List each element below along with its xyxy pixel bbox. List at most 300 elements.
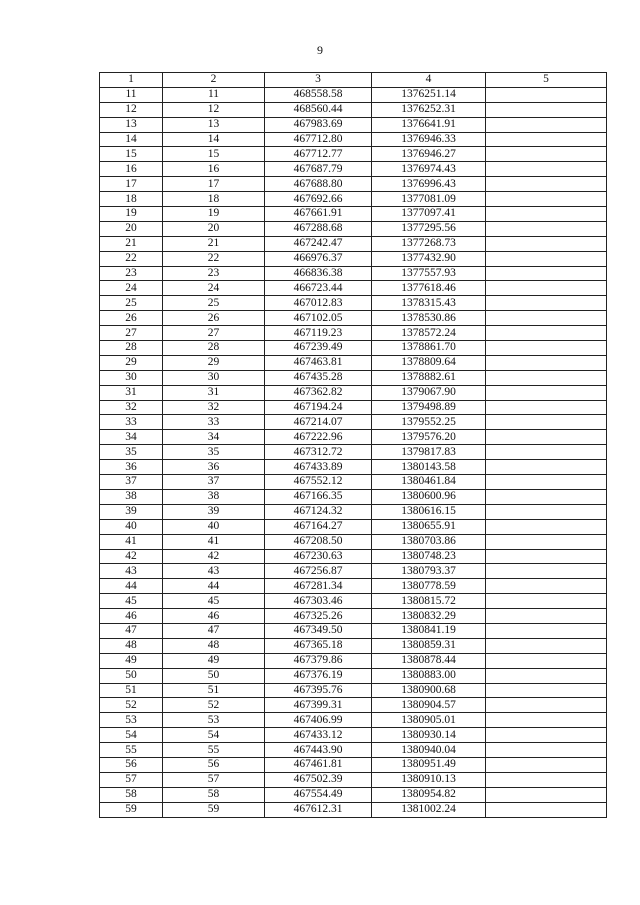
point-number-cell: 48 xyxy=(100,638,163,653)
y-coordinate-cell: 1381002.24 xyxy=(372,802,486,817)
note-cell xyxy=(486,638,607,653)
note-cell xyxy=(486,311,607,326)
table-row xyxy=(100,370,607,385)
note-cell xyxy=(486,787,607,802)
table-row xyxy=(100,713,607,728)
note-cell xyxy=(486,341,607,356)
point-number-cell: 46 xyxy=(100,609,163,624)
y-coordinate-cell: 1377557.93 xyxy=(372,266,486,281)
note-cell xyxy=(486,385,607,400)
point-number-cell: 42 xyxy=(163,549,265,564)
column-header: 5 xyxy=(486,73,607,88)
x-coordinate-cell: 467208.50 xyxy=(265,534,372,549)
x-coordinate-cell: 467661.91 xyxy=(265,207,372,222)
point-number-cell: 48 xyxy=(163,638,265,653)
point-number-cell: 57 xyxy=(163,772,265,787)
point-number-cell: 47 xyxy=(100,623,163,638)
point-number-cell: 26 xyxy=(100,311,163,326)
y-coordinate-cell: 1379498.89 xyxy=(372,400,486,415)
point-number-cell: 38 xyxy=(163,489,265,504)
table-row xyxy=(100,594,607,609)
point-number-cell: 41 xyxy=(100,534,163,549)
point-number-cell: 24 xyxy=(100,281,163,296)
note-cell xyxy=(486,102,607,117)
table-row xyxy=(100,341,607,356)
table-row xyxy=(100,87,607,102)
point-number-cell: 41 xyxy=(163,534,265,549)
note-cell xyxy=(486,415,607,430)
point-number-cell: 14 xyxy=(100,132,163,147)
y-coordinate-cell: 1380600.96 xyxy=(372,489,486,504)
note-cell xyxy=(486,370,607,385)
table-row xyxy=(100,147,607,162)
y-coordinate-cell: 1376946.27 xyxy=(372,147,486,162)
point-number-cell: 26 xyxy=(163,311,265,326)
table-row xyxy=(100,385,607,400)
point-number-cell: 54 xyxy=(163,728,265,743)
point-number-cell: 37 xyxy=(100,475,163,490)
point-number-cell: 17 xyxy=(163,177,265,192)
point-number-cell: 12 xyxy=(100,102,163,117)
point-number-cell: 58 xyxy=(100,787,163,802)
note-cell xyxy=(486,653,607,668)
x-coordinate-cell: 467463.81 xyxy=(265,355,372,370)
x-coordinate-cell: 467124.32 xyxy=(265,504,372,519)
x-coordinate-cell: 467288.68 xyxy=(265,221,372,236)
page-number: 9 xyxy=(317,43,323,57)
y-coordinate-cell: 1380793.37 xyxy=(372,564,486,579)
point-number-cell: 39 xyxy=(163,504,265,519)
note-cell xyxy=(486,87,607,102)
x-coordinate-cell: 467012.83 xyxy=(265,296,372,311)
note-cell xyxy=(486,460,607,475)
note-cell xyxy=(486,400,607,415)
x-coordinate-cell: 467612.31 xyxy=(265,802,372,817)
point-number-cell: 40 xyxy=(163,519,265,534)
x-coordinate-cell: 467349.50 xyxy=(265,623,372,638)
y-coordinate-cell: 1380143.58 xyxy=(372,460,486,475)
y-coordinate-cell: 1377295.56 xyxy=(372,221,486,236)
note-cell xyxy=(486,445,607,460)
point-number-cell: 56 xyxy=(100,757,163,772)
x-coordinate-cell: 467166.35 xyxy=(265,489,372,504)
point-number-cell: 58 xyxy=(163,787,265,802)
point-number-cell: 51 xyxy=(163,683,265,698)
table-row xyxy=(100,460,607,475)
point-number-cell: 31 xyxy=(163,385,265,400)
x-coordinate-cell: 467164.27 xyxy=(265,519,372,534)
y-coordinate-cell: 1380748.23 xyxy=(372,549,486,564)
point-number-cell: 27 xyxy=(163,326,265,341)
point-number-cell: 56 xyxy=(163,757,265,772)
x-coordinate-cell: 467325.26 xyxy=(265,609,372,624)
point-number-cell: 53 xyxy=(100,713,163,728)
note-cell xyxy=(486,207,607,222)
y-coordinate-cell: 1380703.86 xyxy=(372,534,486,549)
point-number-cell: 50 xyxy=(163,668,265,683)
point-number-cell: 49 xyxy=(163,653,265,668)
point-number-cell: 55 xyxy=(163,743,265,758)
table-row xyxy=(100,519,607,534)
table-row xyxy=(100,281,607,296)
point-number-cell: 20 xyxy=(100,221,163,236)
note-cell xyxy=(486,162,607,177)
note-cell xyxy=(486,504,607,519)
point-number-cell: 38 xyxy=(100,489,163,504)
y-coordinate-cell: 1380832.29 xyxy=(372,609,486,624)
note-cell xyxy=(486,192,607,207)
x-coordinate-cell: 466836.38 xyxy=(265,266,372,281)
point-number-cell: 33 xyxy=(163,415,265,430)
x-coordinate-cell: 468558.58 xyxy=(265,87,372,102)
column-header: 4 xyxy=(372,73,486,88)
x-coordinate-cell: 467554.49 xyxy=(265,787,372,802)
table-row xyxy=(100,475,607,490)
point-number-cell: 17 xyxy=(100,177,163,192)
table-row xyxy=(100,266,607,281)
point-number-cell: 57 xyxy=(100,772,163,787)
y-coordinate-cell: 1379576.20 xyxy=(372,430,486,445)
note-cell xyxy=(486,281,607,296)
x-coordinate-cell: 467433.89 xyxy=(265,460,372,475)
point-number-cell: 30 xyxy=(163,370,265,385)
point-number-cell: 23 xyxy=(163,266,265,281)
note-cell xyxy=(486,579,607,594)
x-coordinate-cell: 467406.99 xyxy=(265,713,372,728)
point-number-cell: 11 xyxy=(100,87,163,102)
x-coordinate-cell: 467399.31 xyxy=(265,698,372,713)
table-row xyxy=(100,609,607,624)
x-coordinate-cell: 467502.39 xyxy=(265,772,372,787)
y-coordinate-cell: 1377268.73 xyxy=(372,236,486,251)
y-coordinate-cell: 1376641.91 xyxy=(372,117,486,132)
y-coordinate-cell: 1376996.43 xyxy=(372,177,486,192)
point-number-cell: 55 xyxy=(100,743,163,758)
note-cell xyxy=(486,772,607,787)
y-coordinate-cell: 1376946.33 xyxy=(372,132,486,147)
note-cell xyxy=(486,594,607,609)
x-coordinate-cell: 467983.69 xyxy=(265,117,372,132)
point-number-cell: 16 xyxy=(163,162,265,177)
table-row xyxy=(100,653,607,668)
table-row xyxy=(100,757,607,772)
point-number-cell: 24 xyxy=(163,281,265,296)
x-coordinate-cell: 468560.44 xyxy=(265,102,372,117)
y-coordinate-cell: 1376252.31 xyxy=(372,102,486,117)
point-number-cell: 46 xyxy=(163,609,265,624)
point-number-cell: 27 xyxy=(100,326,163,341)
note-cell xyxy=(486,430,607,445)
y-coordinate-cell: 1377097.41 xyxy=(372,207,486,222)
y-coordinate-cell: 1378809.64 xyxy=(372,355,486,370)
column-header: 2 xyxy=(163,73,265,88)
point-number-cell: 34 xyxy=(163,430,265,445)
y-coordinate-cell: 1377432.90 xyxy=(372,251,486,266)
table-row xyxy=(100,102,607,117)
x-coordinate-cell: 467435.28 xyxy=(265,370,372,385)
y-coordinate-cell: 1380904.57 xyxy=(372,698,486,713)
table-row xyxy=(100,787,607,802)
note-cell xyxy=(486,743,607,758)
point-number-cell: 47 xyxy=(163,623,265,638)
point-number-cell: 59 xyxy=(163,802,265,817)
note-cell xyxy=(486,683,607,698)
table-row xyxy=(100,132,607,147)
y-coordinate-cell: 1380655.91 xyxy=(372,519,486,534)
x-coordinate-cell: 467102.05 xyxy=(265,311,372,326)
y-coordinate-cell: 1378572.24 xyxy=(372,326,486,341)
note-cell xyxy=(486,534,607,549)
note-cell xyxy=(486,489,607,504)
table-row xyxy=(100,117,607,132)
point-number-cell: 35 xyxy=(100,445,163,460)
table-row xyxy=(100,638,607,653)
table-row xyxy=(100,207,607,222)
y-coordinate-cell: 1378315.43 xyxy=(372,296,486,311)
note-cell xyxy=(486,251,607,266)
point-number-cell: 34 xyxy=(100,430,163,445)
point-number-cell: 45 xyxy=(163,594,265,609)
point-number-cell: 23 xyxy=(100,266,163,281)
point-number-cell: 18 xyxy=(100,192,163,207)
note-cell xyxy=(486,326,607,341)
x-coordinate-cell: 467362.82 xyxy=(265,385,372,400)
note-cell xyxy=(486,519,607,534)
x-coordinate-cell: 467688.80 xyxy=(265,177,372,192)
note-cell xyxy=(486,549,607,564)
table-row xyxy=(100,445,607,460)
x-coordinate-cell: 467443.90 xyxy=(265,743,372,758)
point-number-cell: 28 xyxy=(163,341,265,356)
y-coordinate-cell: 1378530.86 xyxy=(372,311,486,326)
point-number-cell: 25 xyxy=(163,296,265,311)
point-number-cell: 31 xyxy=(100,385,163,400)
point-number-cell: 15 xyxy=(163,147,265,162)
point-number-cell: 13 xyxy=(163,117,265,132)
note-cell xyxy=(486,564,607,579)
x-coordinate-cell: 467552.12 xyxy=(265,475,372,490)
note-cell xyxy=(486,609,607,624)
y-coordinate-cell: 1380461.84 xyxy=(372,475,486,490)
point-number-cell: 19 xyxy=(163,207,265,222)
note-cell xyxy=(486,713,607,728)
x-coordinate-cell: 467239.49 xyxy=(265,341,372,356)
column-header: 1 xyxy=(100,73,163,88)
point-number-cell: 43 xyxy=(100,564,163,579)
y-coordinate-cell: 1380616.15 xyxy=(372,504,486,519)
point-number-cell: 30 xyxy=(100,370,163,385)
x-coordinate-cell: 466723.44 xyxy=(265,281,372,296)
point-number-cell: 43 xyxy=(163,564,265,579)
point-number-cell: 37 xyxy=(163,475,265,490)
point-number-cell: 18 xyxy=(163,192,265,207)
point-number-cell: 33 xyxy=(100,415,163,430)
point-number-cell: 53 xyxy=(163,713,265,728)
note-cell xyxy=(486,802,607,817)
table-row xyxy=(100,489,607,504)
y-coordinate-cell: 1379817.83 xyxy=(372,445,486,460)
point-number-cell: 44 xyxy=(163,579,265,594)
point-number-cell: 12 xyxy=(163,102,265,117)
point-number-cell: 22 xyxy=(163,251,265,266)
point-number-cell: 16 xyxy=(100,162,163,177)
table-body xyxy=(100,87,607,817)
y-coordinate-cell: 1376251.14 xyxy=(372,87,486,102)
table-row xyxy=(100,504,607,519)
table-header-row xyxy=(100,73,607,88)
point-number-cell: 32 xyxy=(100,400,163,415)
y-coordinate-cell: 1380778.59 xyxy=(372,579,486,594)
x-coordinate-cell: 467214.07 xyxy=(265,415,372,430)
table-row xyxy=(100,400,607,415)
point-number-cell: 36 xyxy=(163,460,265,475)
point-number-cell: 11 xyxy=(163,87,265,102)
x-coordinate-cell: 467687.79 xyxy=(265,162,372,177)
x-coordinate-cell: 467119.23 xyxy=(265,326,372,341)
x-coordinate-cell: 467222.96 xyxy=(265,430,372,445)
x-coordinate-cell: 467312.72 xyxy=(265,445,372,460)
point-number-cell: 28 xyxy=(100,341,163,356)
point-number-cell: 20 xyxy=(163,221,265,236)
y-coordinate-cell: 1380951.49 xyxy=(372,757,486,772)
point-number-cell: 52 xyxy=(163,698,265,713)
y-coordinate-cell: 1379552.25 xyxy=(372,415,486,430)
table-row xyxy=(100,772,607,787)
table-row xyxy=(100,743,607,758)
point-number-cell: 32 xyxy=(163,400,265,415)
point-number-cell: 39 xyxy=(100,504,163,519)
table-row xyxy=(100,683,607,698)
y-coordinate-cell: 1380930.14 xyxy=(372,728,486,743)
table-row xyxy=(100,296,607,311)
point-number-cell: 35 xyxy=(163,445,265,460)
table-row xyxy=(100,728,607,743)
table-row xyxy=(100,623,607,638)
point-number-cell: 22 xyxy=(100,251,163,266)
note-cell xyxy=(486,698,607,713)
y-coordinate-cell: 1377081.09 xyxy=(372,192,486,207)
y-coordinate-cell: 1380878.44 xyxy=(372,653,486,668)
table-row xyxy=(100,221,607,236)
y-coordinate-cell: 1377618.46 xyxy=(372,281,486,296)
table-row xyxy=(100,192,607,207)
coordinates-table xyxy=(99,72,607,818)
note-cell xyxy=(486,757,607,772)
note-cell xyxy=(486,147,607,162)
x-coordinate-cell: 467242.47 xyxy=(265,236,372,251)
y-coordinate-cell: 1376974.43 xyxy=(372,162,486,177)
point-number-cell: 51 xyxy=(100,683,163,698)
point-number-cell: 19 xyxy=(100,207,163,222)
point-number-cell: 49 xyxy=(100,653,163,668)
point-number-cell: 45 xyxy=(100,594,163,609)
x-coordinate-cell: 467712.80 xyxy=(265,132,372,147)
table-row xyxy=(100,802,607,817)
y-coordinate-cell: 1378861.70 xyxy=(372,341,486,356)
table-row xyxy=(100,698,607,713)
x-coordinate-cell: 467365.18 xyxy=(265,638,372,653)
note-cell xyxy=(486,355,607,370)
point-number-cell: 29 xyxy=(163,355,265,370)
table-row xyxy=(100,251,607,266)
table-row xyxy=(100,549,607,564)
point-number-cell: 14 xyxy=(163,132,265,147)
x-coordinate-cell: 467461.81 xyxy=(265,757,372,772)
note-cell xyxy=(486,177,607,192)
note-cell xyxy=(486,221,607,236)
note-cell xyxy=(486,475,607,490)
note-cell xyxy=(486,236,607,251)
x-coordinate-cell: 467376.19 xyxy=(265,668,372,683)
point-number-cell: 29 xyxy=(100,355,163,370)
y-coordinate-cell: 1380859.31 xyxy=(372,638,486,653)
point-number-cell: 13 xyxy=(100,117,163,132)
point-number-cell: 59 xyxy=(100,802,163,817)
point-number-cell: 52 xyxy=(100,698,163,713)
table-row xyxy=(100,177,607,192)
table-row xyxy=(100,311,607,326)
y-coordinate-cell: 1379067.90 xyxy=(372,385,486,400)
x-coordinate-cell: 467256.87 xyxy=(265,564,372,579)
note-cell xyxy=(486,728,607,743)
point-number-cell: 21 xyxy=(163,236,265,251)
note-cell xyxy=(486,266,607,281)
table-row xyxy=(100,579,607,594)
y-coordinate-cell: 1380841.19 xyxy=(372,623,486,638)
note-cell xyxy=(486,117,607,132)
x-coordinate-cell: 466976.37 xyxy=(265,251,372,266)
y-coordinate-cell: 1380940.04 xyxy=(372,743,486,758)
y-coordinate-cell: 1380883.00 xyxy=(372,668,486,683)
y-coordinate-cell: 1378882.61 xyxy=(372,370,486,385)
x-coordinate-cell: 467281.34 xyxy=(265,579,372,594)
x-coordinate-cell: 467395.76 xyxy=(265,683,372,698)
y-coordinate-cell: 1380954.82 xyxy=(372,787,486,802)
note-cell xyxy=(486,623,607,638)
point-number-cell: 44 xyxy=(100,579,163,594)
table-row xyxy=(100,534,607,549)
y-coordinate-cell: 1380905.01 xyxy=(372,713,486,728)
table-row xyxy=(100,430,607,445)
point-number-cell: 36 xyxy=(100,460,163,475)
point-number-cell: 21 xyxy=(100,236,163,251)
table-row xyxy=(100,326,607,341)
note-cell xyxy=(486,296,607,311)
table-row xyxy=(100,564,607,579)
x-coordinate-cell: 467433.12 xyxy=(265,728,372,743)
table-row xyxy=(100,415,607,430)
table-row xyxy=(100,355,607,370)
point-number-cell: 54 xyxy=(100,728,163,743)
x-coordinate-cell: 467230.63 xyxy=(265,549,372,564)
note-cell xyxy=(486,132,607,147)
y-coordinate-cell: 1380900.68 xyxy=(372,683,486,698)
x-coordinate-cell: 467303.46 xyxy=(265,594,372,609)
point-number-cell: 15 xyxy=(100,147,163,162)
point-number-cell: 42 xyxy=(100,549,163,564)
table-row xyxy=(100,162,607,177)
table-row xyxy=(100,668,607,683)
point-number-cell: 25 xyxy=(100,296,163,311)
note-cell xyxy=(486,668,607,683)
point-number-cell: 50 xyxy=(100,668,163,683)
x-coordinate-cell: 467712.77 xyxy=(265,147,372,162)
point-number-cell: 40 xyxy=(100,519,163,534)
x-coordinate-cell: 467379.86 xyxy=(265,653,372,668)
column-header: 3 xyxy=(265,73,372,88)
x-coordinate-cell: 467692.66 xyxy=(265,192,372,207)
y-coordinate-cell: 1380815.72 xyxy=(372,594,486,609)
